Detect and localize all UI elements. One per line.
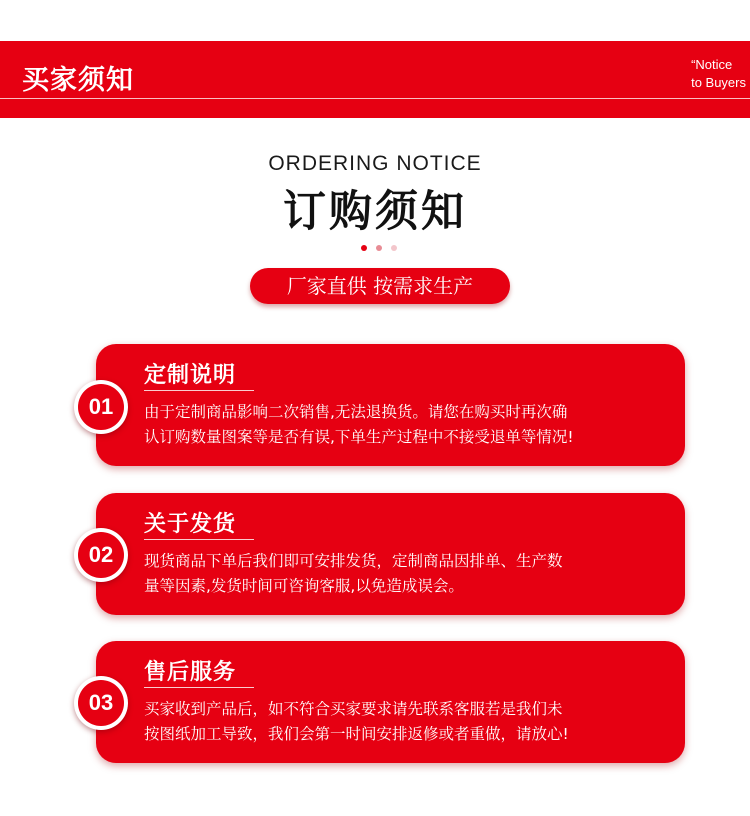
notice-card-shipping xyxy=(96,493,685,615)
dot-1 xyxy=(361,245,367,251)
number-badge-03 xyxy=(74,676,128,730)
card-body xyxy=(144,400,674,450)
card-title: 定制说明 xyxy=(144,363,237,388)
banner-english-caption xyxy=(691,56,746,92)
card-title: 关于发货 xyxy=(144,512,237,537)
card-body-line-1: 现货商品下单后我们即可安排发货，定制商品因排单、生产数 xyxy=(144,552,563,570)
card-title-underline xyxy=(144,539,254,540)
card-body-line-1: 买家收到产品后，如不符合买家要求请先联系客服若是我们未 xyxy=(144,700,563,718)
banner-title: 买家须知 xyxy=(22,65,134,96)
header-banner xyxy=(0,41,750,118)
banner-english-line-1: “Notice xyxy=(691,57,733,72)
factory-direct-pill: 厂家直供 按需求生产 xyxy=(250,268,510,304)
card-body xyxy=(144,697,674,747)
card-title-underline xyxy=(144,687,254,688)
banner-divider xyxy=(0,98,750,99)
badge-number: 01 xyxy=(78,384,124,430)
english-heading: ORDERING NOTICE xyxy=(268,152,482,175)
notice-card-custom xyxy=(96,344,685,466)
badge-number: 03 xyxy=(78,680,124,726)
card-body-line-2: 按图纸加工导致，我们会第一时间安排返修或者重做，请放心! xyxy=(144,725,569,743)
card-body-line-2: 认订购数量图案等是否有误,下单生产过程中不接受退单等情况! xyxy=(144,428,574,446)
number-badge-02 xyxy=(74,528,128,582)
card-title-underline xyxy=(144,390,254,391)
notice-card-aftersales xyxy=(96,641,685,763)
card-body-line-2: 量等因素,发货时间可咨询客服,以免造成误会。 xyxy=(144,577,464,595)
dot-2 xyxy=(376,245,382,251)
chinese-heading: 订购须知 xyxy=(283,187,467,237)
card-title: 售后服务 xyxy=(144,660,237,685)
card-body xyxy=(144,549,674,599)
number-badge-01 xyxy=(74,380,128,434)
decorative-dots xyxy=(361,245,401,251)
card-body-line-1: 由于定制商品影响二次销售,无法退换货。请您在购买时再次确 xyxy=(144,403,568,421)
badge-number: 02 xyxy=(78,532,124,578)
banner-english-line-2: to Buyers xyxy=(691,75,746,90)
dot-3 xyxy=(391,245,397,251)
